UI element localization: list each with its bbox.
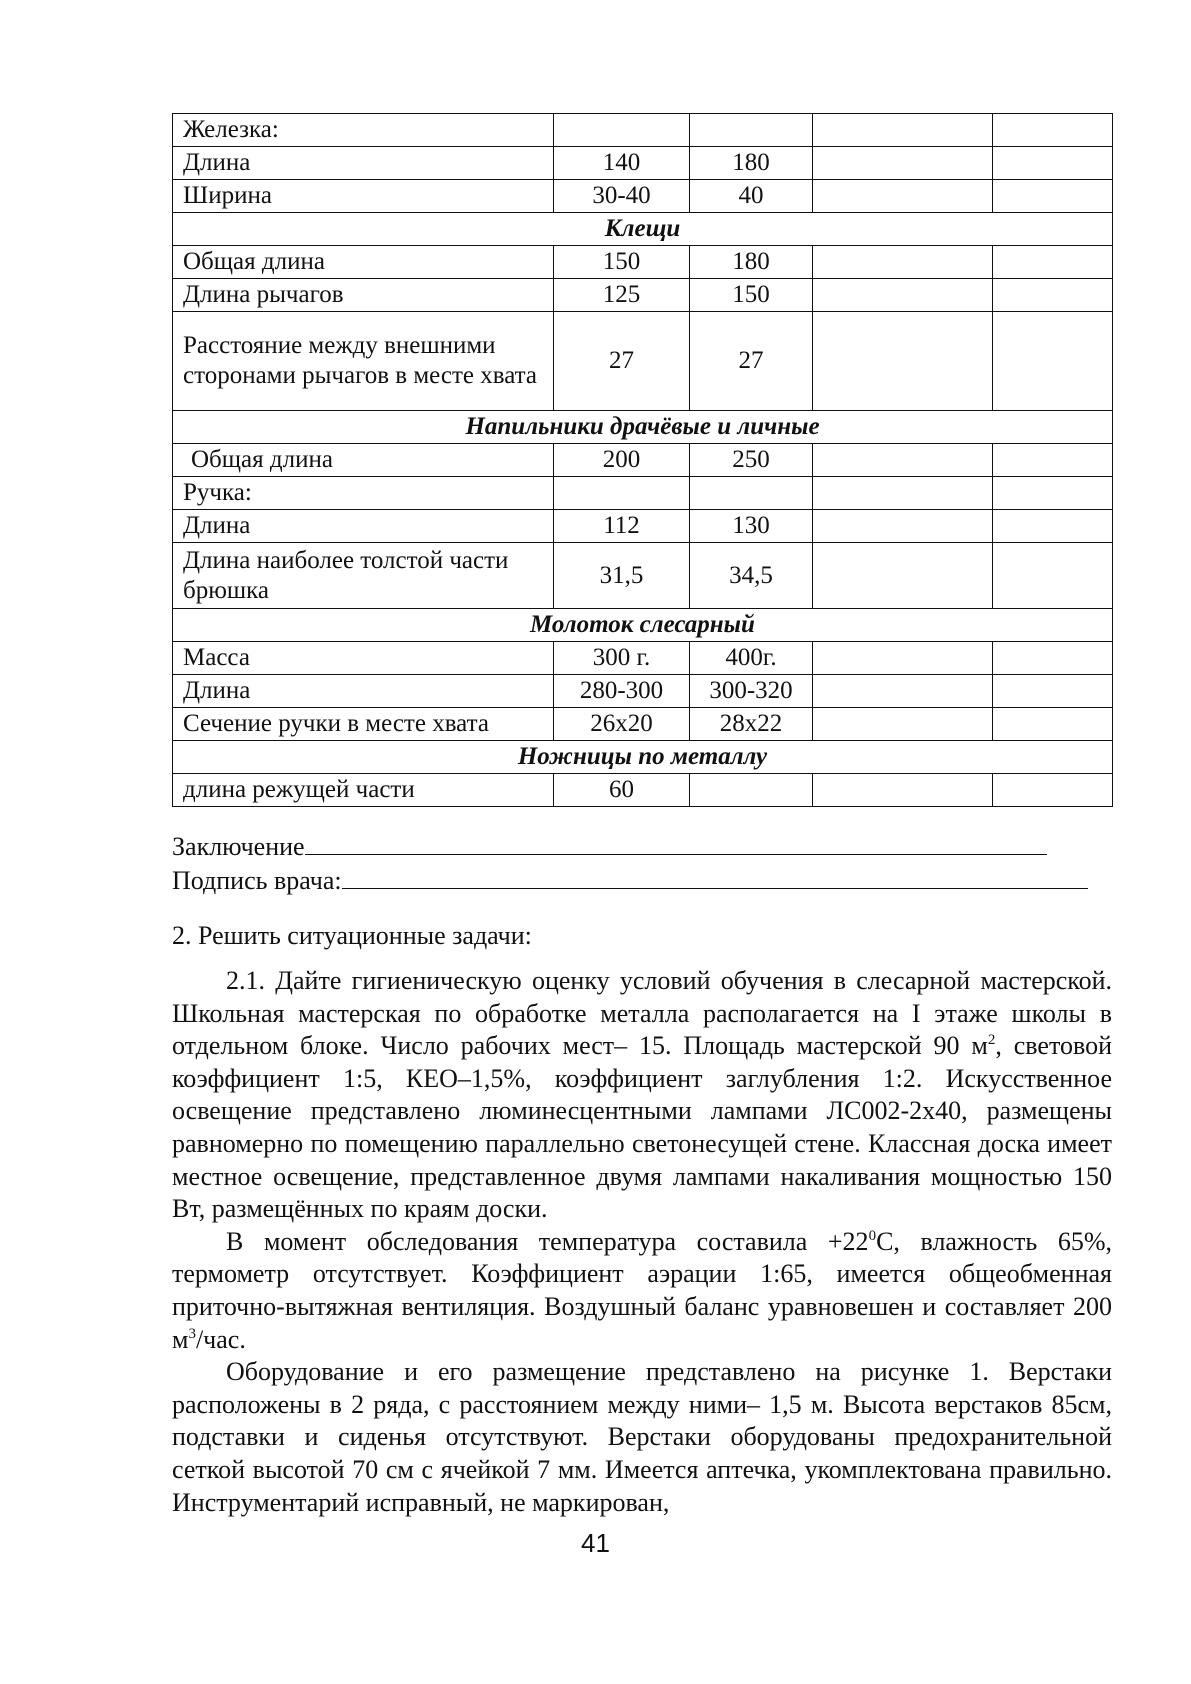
parameter-label: Длина наиболее толстой части брюшка [173, 543, 554, 609]
value-cell-v4 [993, 180, 1113, 213]
table-row [173, 279, 1113, 312]
parameter-label: Длина рычагов [173, 279, 554, 312]
value-cell-v4 [993, 675, 1113, 708]
value-cell-v2: 300-320 [690, 675, 813, 708]
table-section-row [173, 609, 1113, 642]
value-cell-v3 [813, 147, 993, 180]
value-cell-v4 [993, 444, 1113, 477]
value-cell-v4 [993, 477, 1113, 510]
parameter-label: длина режущей части [173, 774, 554, 807]
value-cell-v3 [813, 246, 993, 279]
table-section-row [173, 741, 1113, 774]
section-title: Молоток слесарный [173, 609, 1113, 642]
value-cell-v2: 28х22 [690, 708, 813, 741]
value-cell-v4 [993, 312, 1113, 411]
doctor-signature-line [172, 864, 1088, 897]
value-cell-v1: 26х20 [554, 708, 690, 741]
value-cell-v3 [813, 642, 993, 675]
value-cell-v1: 31,5 [554, 543, 690, 609]
table-row [173, 642, 1113, 675]
value-cell-v2: 400г. [690, 642, 813, 675]
task-text [172, 965, 1112, 1519]
value-cell-v4 [993, 147, 1113, 180]
value-cell-v1: 27 [554, 312, 690, 411]
section-title: Напильники драчёвые и личные [173, 411, 1113, 444]
value-cell-v2: 40 [690, 180, 813, 213]
task-paragraph-3: Оборудование и его размещение представлено на рисунке 1. Верстаки расположены в 2 ряда, с расстоянием между ними– 1,5 м. Высота верстаков 85см, подставки и сиденья отсутствуют. Верстаки оборудованы предохранительной сеткой высотой 70 см с ячейкой 7 мм. Имеется аптечка, укомплектована правильно. Инструментарий исправный, не маркирован, [172, 1357, 1112, 1517]
table-row [173, 543, 1113, 609]
parameter-label: Ширина [173, 180, 554, 213]
parameter-label: Общая длина [173, 444, 554, 477]
value-cell-v1: 150 [554, 246, 690, 279]
value-cell-v2: 150 [690, 279, 813, 312]
value-cell-v4 [993, 708, 1113, 741]
value-cell-v2: 180 [690, 147, 813, 180]
value-cell-v1: 125 [554, 279, 690, 312]
table-section-row [173, 411, 1113, 444]
value-cell-v2: 130 [690, 510, 813, 543]
table-row [173, 147, 1113, 180]
value-cell-v3 [813, 279, 993, 312]
value-cell-v1: 200 [554, 444, 690, 477]
table-row [173, 246, 1113, 279]
measurements-table-body [173, 114, 1113, 807]
measurements-table [172, 113, 1113, 807]
page-number: 41 [581, 1528, 610, 1558]
parameter-label: Ручка: [173, 477, 554, 510]
parameter-label: Железка: [173, 114, 554, 147]
value-cell-v4 [993, 246, 1113, 279]
value-cell-v3 [813, 510, 993, 543]
value-cell-v3 [813, 180, 993, 213]
table-row [173, 774, 1113, 807]
conclusion-blank [305, 830, 1047, 855]
value-cell-v1: 300 г. [554, 642, 690, 675]
task-paragraph-1: 2.1. Дайте гигиеническую оценку условий обучения в слесарной мастерской. Школьная мастерская по обработке металла располагается на I этаже школы в отдельном блоке. Число рабочих мест– 15. Площадь мастерской 90 $м^2$, световой коэффициент 1:5, КЕО–1,5%, коэффициент заглубления 1:2. Искусственное освещение представлено люминесцентными лампами ЛС002-2х40, размещены равномерно по помещению параллельно светонесущей стене. Классная доска имеет местное освещение, представленное двумя лампами накаливания мощностью 150 Вт, размещённых по краям доски. [172, 966, 1112, 1224]
value-cell-v3 [813, 543, 993, 609]
value-cell-v1: 280-300 [554, 675, 690, 708]
table-row [173, 675, 1113, 708]
value-cell-v3 [813, 312, 993, 411]
value-cell-v3 [813, 477, 993, 510]
table-section-row [173, 213, 1113, 246]
table-row [173, 708, 1113, 741]
parameter-label: Длина [173, 675, 554, 708]
parameter-label: Длина [173, 147, 554, 180]
value-cell-v4 [993, 279, 1113, 312]
value-cell-v2: 27 [690, 312, 813, 411]
section-title: Ножницы по металлу [173, 741, 1113, 774]
parameter-label: Общая длина [173, 246, 554, 279]
value-cell-v2: 180 [690, 246, 813, 279]
table-row [173, 114, 1113, 147]
doctor-signature-label: Подпись врача: [172, 866, 342, 895]
value-cell-v1 [554, 114, 690, 147]
table-row [173, 477, 1113, 510]
table-row [173, 180, 1113, 213]
value-cell-v4 [993, 642, 1113, 675]
parameter-label: Масса [173, 642, 554, 675]
value-cell-v2: 250 [690, 444, 813, 477]
parameter-label: Длина [173, 510, 554, 543]
value-cell-v2 [690, 477, 813, 510]
table-row [173, 312, 1113, 411]
value-cell-v2: 34,5 [690, 543, 813, 609]
value-cell-v3 [813, 114, 993, 147]
value-cell-v1: 140 [554, 147, 690, 180]
conclusion-label: Заключение [172, 832, 305, 861]
value-cell-v1: 30-40 [554, 180, 690, 213]
conclusion-line [172, 830, 1047, 863]
value-cell-v3 [813, 675, 993, 708]
value-cell-v4 [993, 774, 1113, 807]
parameter-label: Расстояние между внешними сторонами рычагов в месте хвата [173, 312, 554, 411]
value-cell-v3 [813, 774, 993, 807]
section-title: Клещи [173, 213, 1113, 246]
value-cell-v4 [993, 114, 1113, 147]
value-cell-v1 [554, 477, 690, 510]
value-cell-v2 [690, 774, 813, 807]
value-cell-v1: 60 [554, 774, 690, 807]
table-row [173, 510, 1113, 543]
value-cell-v3 [813, 708, 993, 741]
task-paragraph-2: В момент обследования температура составила $+22^0С$, влажность 65%, термометр отсутствует. Коэффициент аэрации 1:65, имеется общеобменная приточно-вытяжная вентиляция. Воздушный баланс уравновешен и составляет 200 $м^3$/час. [172, 1226, 1112, 1354]
value-cell-v4 [993, 510, 1113, 543]
task-heading: 2. Решить ситуационные задачи: [172, 921, 532, 950]
value-cell-v1: 112 [554, 510, 690, 543]
value-cell-v2 [690, 114, 813, 147]
doctor-signature-blank [342, 864, 1088, 889]
value-cell-v3 [813, 444, 993, 477]
parameter-label: Сечение ручки в месте хвата [173, 708, 554, 741]
table-row [173, 444, 1113, 477]
value-cell-v4 [993, 543, 1113, 609]
